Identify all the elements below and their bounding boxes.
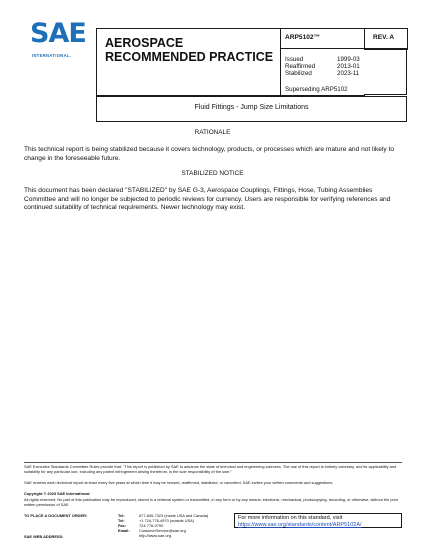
dates-list — [285, 56, 360, 78]
footer-divider — [24, 462, 402, 463]
more-info-box — [234, 513, 402, 528]
date-row — [285, 56, 360, 63]
more-info-text: For more information on this standard, visit — [238, 515, 343, 521]
rationale-text: This technical report is being stabilized because it covers technology, products, or processes which are mature and not likely to change in the foreseeable future. — [24, 146, 395, 162]
contact-email[interactable]: CustomerService@sae.org — [139, 528, 186, 533]
date-value: 1999-03 — [337, 56, 360, 63]
stabilized-notice-text: This document has been declared "STABILIZED" by SAE G-3, Aerospace Couplings, Fittings, Hose, Tubing Assemblies Committee and will no longer be subjected to periodic reviews for currency. Users are responsible for verifying references and continued suitability of technical requirements. Newer technology may exist. — [24, 187, 391, 212]
superseding-note: Superseding ARP5102 — [285, 86, 348, 93]
date-row — [285, 63, 360, 70]
document-subject: Fluid Fittings - Jump Size Limitations — [194, 104, 309, 111]
logo-mark: SAE — [30, 18, 86, 49]
document-info-box — [280, 28, 365, 96]
web-address-label: SAE WEB ADDRESS: — [24, 534, 64, 539]
review-text: SAE reviews each technical report at least every five years at which time it may be revised, reaffirmed, stabilized, or cancelled. SAE invites your written comments and suggestions. — [24, 480, 334, 485]
contact-value: 877-606-7323 (inside USA and Canada) — [139, 513, 209, 518]
stabilized-notice-heading: STABILIZED NOTICE — [181, 170, 244, 177]
rationale-heading: RATIONALE — [194, 129, 231, 136]
order-label: TO PLACE A DOCUMENT ORDER: — [24, 513, 88, 518]
contact-value: +1 724-776-4970 (outside USA) — [139, 518, 195, 523]
date-label: Stabilized — [285, 70, 312, 78]
revision-box-extension — [364, 48, 407, 95]
document-type — [105, 36, 273, 64]
date-label: Reaffirmed — [285, 63, 316, 71]
policy-text: SAE Executive Standards Committee Rules provide that: "This report is published by SAE to advance the state of technical and engineering sciences. The use of this report is entirely voluntary, and its applicability and suitability for any particular use, including any patent infringement arising therefrom, is the sole responsibility of the user." — [24, 464, 397, 474]
subject-box — [96, 96, 407, 122]
contact-key: Email: — [118, 528, 130, 533]
document-number: ARP5102™ — [285, 34, 321, 41]
contact-key: Fax: — [118, 523, 126, 528]
date-value: 2023-11 — [337, 70, 360, 78]
date-label: Issued — [285, 56, 304, 63]
date-value: 2013-01 — [337, 63, 360, 71]
contact-key: Tel: — [118, 518, 125, 523]
sae-logo — [30, 20, 86, 64]
contact-website[interactable]: http://www.sae.org — [139, 533, 172, 538]
contact-key: Tel: — [118, 513, 125, 518]
title-line-2: RECOMMENDED PRACTICE — [105, 50, 274, 64]
date-row — [285, 70, 360, 77]
standard-link[interactable]: https://www.sae.org/standards/content/ARP5102A/ — [238, 521, 362, 528]
revision-box — [364, 28, 408, 50]
contact-value: 724-776-0790 — [139, 523, 164, 528]
document-type-box — [96, 28, 281, 96]
rights-text: All rights reserved. No part of this publication may be reproduced, stored in a retrieval system or transmitted, in any form or by any means, electronic, mechanical, photocopying, recording, or otherwise, without the prior written permission of SAE. — [24, 497, 399, 507]
copyright-text: Copyright © 2023 SAE International — [24, 491, 90, 496]
title-line-1: AEROSPACE — [105, 36, 184, 50]
logo-subtitle: INTERNATIONAL. — [32, 53, 72, 58]
revision-label: REV. A — [373, 34, 395, 41]
